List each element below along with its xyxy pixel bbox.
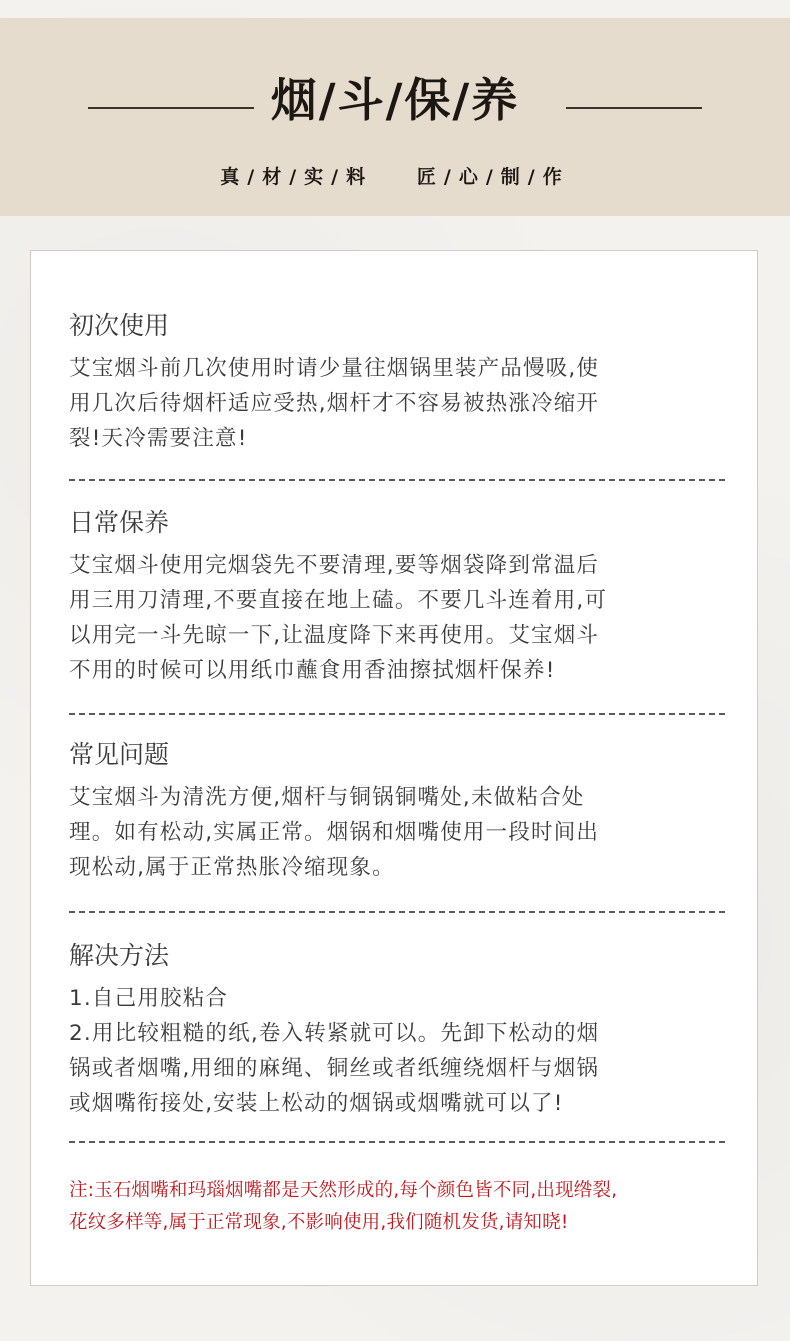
dashed-divider <box>69 911 725 913</box>
section-line: 理。如有松动,实属正常。烟锅和烟嘴使用一段时间出 <box>69 820 600 845</box>
section-line: 现松动,属于正常热胀冷缩现象。 <box>69 855 395 880</box>
section-body <box>69 981 729 1121</box>
dashed-divider <box>69 713 725 715</box>
care-instructions-card <box>30 250 758 1286</box>
note-line: 注:玉石烟嘴和玛瑙烟嘴都是天然形成的,每个颜色皆不同,出现绺裂, <box>69 1180 618 1201</box>
dashed-divider <box>69 1141 725 1143</box>
header-banner <box>0 18 790 216</box>
section-line: 用三用刀清理,不要直接在地上磕。不要几斗连着用,可 <box>69 588 608 613</box>
section-title: 解决方法 <box>69 941 170 970</box>
section-line: 锅或者烟嘴,用细的麻绳、铜丝或者纸缠绕烟杆与烟锅 <box>69 1056 600 1081</box>
title-rule-right <box>566 107 702 109</box>
section-line: 艾宝烟斗使用完烟袋先不要清理,要等烟袋降到常温后 <box>69 553 600 578</box>
page-subtitle: 真/材/实/料 匠/心/制/作 <box>220 166 570 188</box>
section-body <box>69 351 729 456</box>
disclaimer-note <box>69 1175 729 1239</box>
note-line: 花纹多样等,属于正常现象,不影响使用,我们随机发货,请知晓! <box>69 1212 569 1233</box>
section-solutions <box>69 939 729 1121</box>
section-line: 或烟嘴衔接处,安装上松动的烟锅或烟嘴就可以了! <box>69 1091 564 1116</box>
section-line: 以用完一斗先晾一下,让温度降下来再使用。艾宝烟斗 <box>69 623 600 648</box>
section-title: 初次使用 <box>69 311 170 340</box>
section-line: 2.用比较粗糙的纸,卷入转紧就可以。先卸下松动的烟 <box>69 1021 600 1046</box>
page-title: 烟/斗/保/养 <box>270 73 520 127</box>
section-line: 裂!天冷需要注意! <box>69 426 248 451</box>
section-daily-care <box>69 506 729 688</box>
section-body <box>69 780 729 885</box>
section-body <box>69 548 729 688</box>
section-common-issues <box>69 738 729 885</box>
section-line: 不用的时候可以用纸巾蘸食用香油擦拭烟杆保养! <box>69 658 556 683</box>
section-line: 艾宝烟斗为清洗方便,烟杆与铜锅铜嘴处,未做粘合处 <box>69 785 585 810</box>
section-line: 用几次后待烟杆适应受热,烟杆才不容易被热涨冷缩开 <box>69 391 600 416</box>
section-first-use <box>69 309 729 456</box>
dashed-divider <box>69 479 725 481</box>
section-title: 常见问题 <box>69 740 170 769</box>
section-line: 艾宝烟斗前几次使用时请少量往烟锅里装产品慢吸,使 <box>69 356 600 381</box>
section-line: 1.自己用胶粘合 <box>69 986 229 1011</box>
section-title: 日常保养 <box>69 508 170 537</box>
